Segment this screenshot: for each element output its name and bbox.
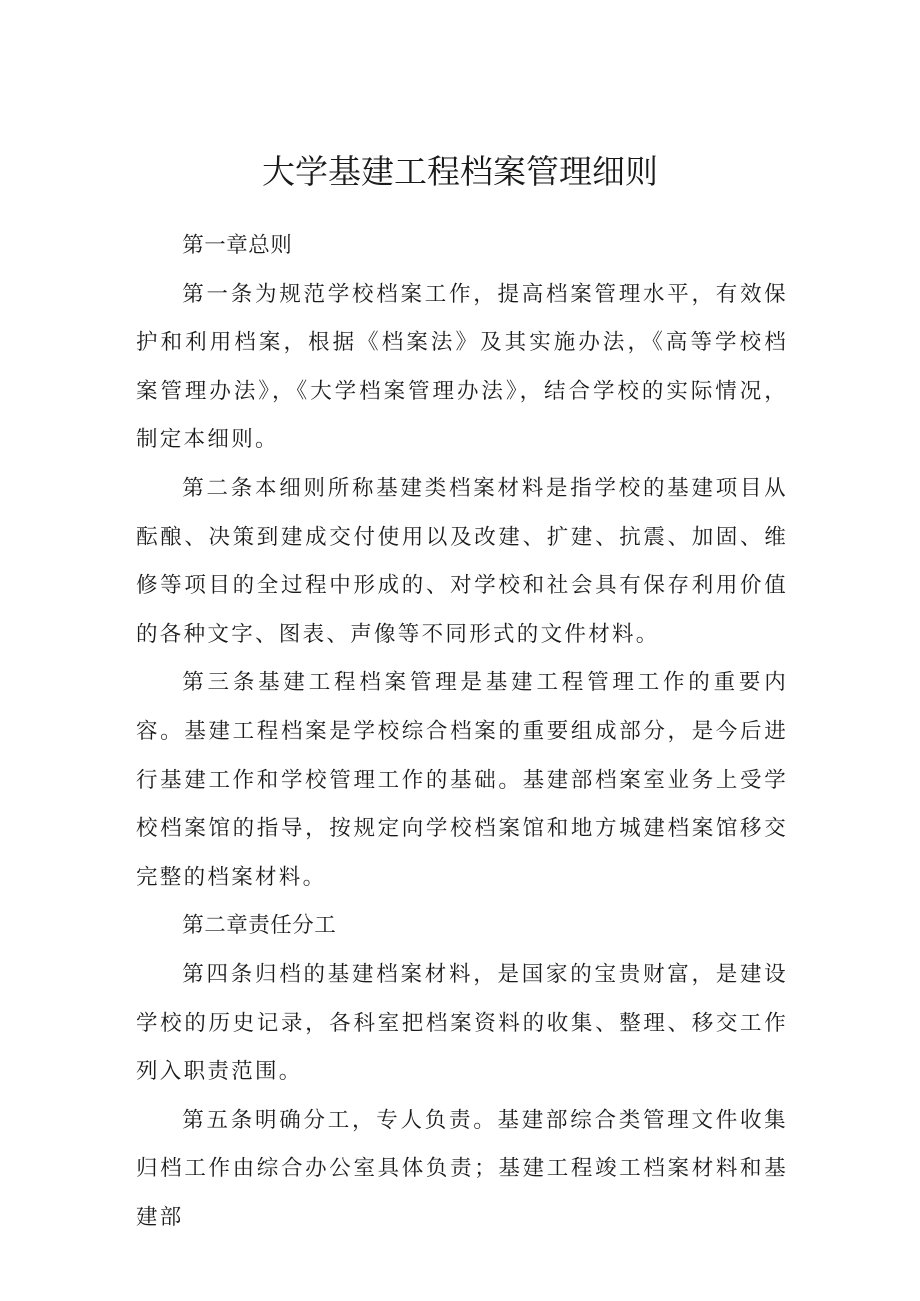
document-title: 大学基建工程档案管理细则 [262, 152, 658, 191]
chapter-heading-2: 第二章责任分工 [182, 913, 337, 939]
article-1: 第一条为规范学校档案工作，提高档案管理水平，有效保护和利用档案，根据《档案法》及其实施办法，《高等学校档案管理办法》，《大学档案管理办法》，结合学校的实际情况，制定本细则。 [136, 281, 788, 453]
article-3: 第三条基建工程档案管理是基建工程管理工作的重要内容。基建工程档案是学校综合档案的重要组成部分，是今后进行基建工作和学校管理工作的基础。基建部档案室业务上受学校档案馆的指导，按规定向学校档案馆和地方城建档案馆移交完整的档案材料。 [136, 670, 788, 890]
chapter-heading-1: 第一章总则 [182, 233, 293, 258]
article-5: 第五条明确分工，专人负责。基建部综合类管理文件收集归档工作由综合办公室具体负责；基建工程竣工档案材料和基建部 [136, 1107, 788, 1230]
article-4: 第四条归档的基建档案材料，是国家的宝贵财富，是建设学校的历史记录，各科室把档案资料的收集、整理、移交工作列入职责范围。 [136, 961, 788, 1085]
document-body [136, 222, 788, 1242]
article-2: 第二条本细则所称基建类档案材料是指学校的基建项目从酝酿、决策到建成交付使用以及改建、扩建、抗震、加固、维修等项目的全过程中形成的、对学校和社会具有保存利用价值的各种文字、图表、声像等不同形式的文件材料。 [136, 475, 788, 647]
